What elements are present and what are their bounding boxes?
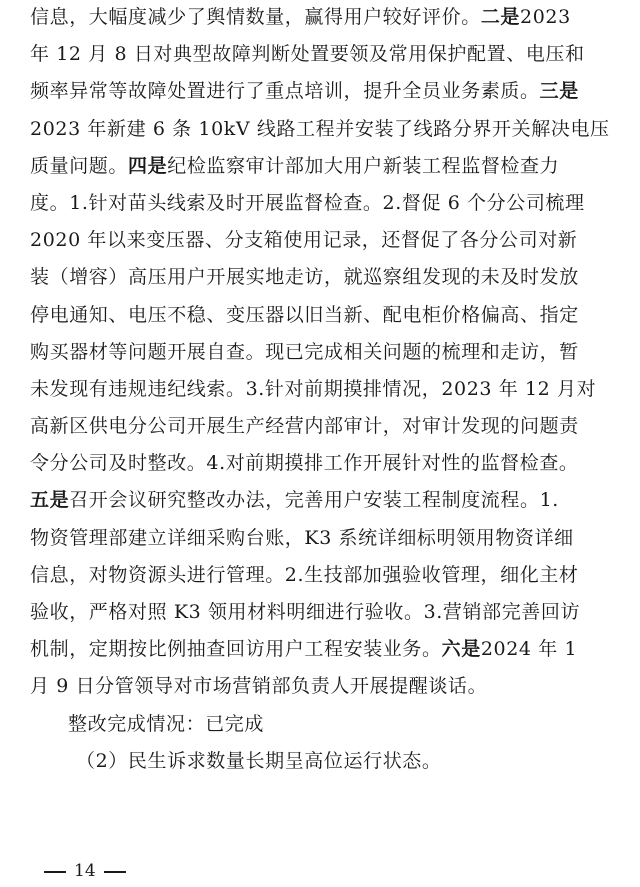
text-line <box>30 631 618 668</box>
item-heading: （2）民生诉求数量长期呈高位运行状态。 <box>76 749 442 772</box>
text-line <box>30 482 618 519</box>
text-line <box>30 148 618 185</box>
text-segment: 纪检监察审计部加大用户新装工程监督检查力 <box>167 154 560 177</box>
text-segment: 装（增容）高压用户开展实地走访，就巡察组发现的未及时发放 <box>30 266 579 289</box>
page-number-left-dash <box>44 871 66 873</box>
text-line <box>30 111 618 148</box>
text-line <box>30 222 618 259</box>
text-line <box>30 668 618 705</box>
text-line <box>30 520 618 557</box>
page-number-right-dash <box>104 871 126 873</box>
text-segment: 度。1.针对苗头线索及时开展监督检查。2.督促 6 个分公司梳理 <box>30 191 585 214</box>
text-segment: 验收，严格对照 K3 领用材料明细进行验收。3.营销部完善回访 <box>30 601 581 623</box>
text-line <box>30 73 618 110</box>
text-segment: 月 9 日分管领导对市场营销部负责人开展提醒谈话。 <box>30 675 488 698</box>
text-segment: 机制，定期按比例抽查回访用户工程安装业务。 <box>30 638 442 661</box>
emphasis-label: 六是 <box>441 638 481 661</box>
text-segment: 2023 <box>520 6 571 28</box>
text-line <box>30 185 618 222</box>
text-segment: 质量问题。 <box>30 154 129 177</box>
text-line <box>30 594 618 631</box>
text-segment: 召开会议研究整改办法，完善用户安装工程制度流程。1. <box>69 489 559 512</box>
text-segment: 未发现有违规违纪线索。3.针对前期摸排情况，2023 年 12 月对 <box>30 377 597 400</box>
emphasis-label: 五是 <box>30 489 70 512</box>
text-line <box>30 371 618 408</box>
page-number <box>44 860 126 882</box>
text-line <box>30 297 618 334</box>
text-line <box>30 0 618 36</box>
text-segment: 物资管理部建立详细采购台账，K3 系统详细标明领用物资详细 <box>30 526 574 549</box>
text-segment: 2023 年新建 6 条 10kV 线路工程并安装了线路分界开关解决电压 <box>30 117 610 140</box>
text-segment: 2024 年 1 <box>480 638 578 661</box>
text-segment: 停电通知、电压不稳、变压器以旧当新、配电柜价格偏高、指定 <box>30 303 579 326</box>
text-line <box>30 334 618 371</box>
text-segment: 2020 年以来变压器、分支箱使用记录，还督促了各分公司对新 <box>30 229 578 252</box>
text-line <box>30 445 618 482</box>
text-line <box>30 557 618 594</box>
body-text <box>30 0 618 780</box>
text-segment: 信息，对物资源头进行管理。2.生技部加强验收管理，细化主材 <box>30 563 579 586</box>
emphasis-label: 二是 <box>480 6 521 28</box>
text-segment: 令分公司及时整改。4.对前期摸排工作开展针对性的监督检查。 <box>30 452 579 475</box>
text-segment: 高新区供电分公司开展生产经营内部审计，对审计发现的问题责 <box>30 415 579 438</box>
page-number-value: 14 <box>74 861 96 881</box>
emphasis-label: 三是 <box>539 80 579 103</box>
status-line: 整改完成情况：已完成 <box>68 712 265 735</box>
text-segment: 年 12 月 8 日对典型故障判断处置要领及常用保护配置、电压和 <box>30 43 585 66</box>
text-segment: 频率异常等故障处置进行了重点培训，提升全员业务素质。 <box>30 80 540 103</box>
emphasis-label: 四是 <box>128 154 168 177</box>
text-segment: 信息，大幅度减少了舆情数量，赢得用户较好评价。 <box>30 6 481 28</box>
text-segment: 购买器材等问题开展自查。现已完成相关问题的梳理和走访，暂 <box>30 340 579 363</box>
text-line <box>30 36 618 73</box>
text-line <box>30 408 618 445</box>
text-line <box>30 259 618 296</box>
